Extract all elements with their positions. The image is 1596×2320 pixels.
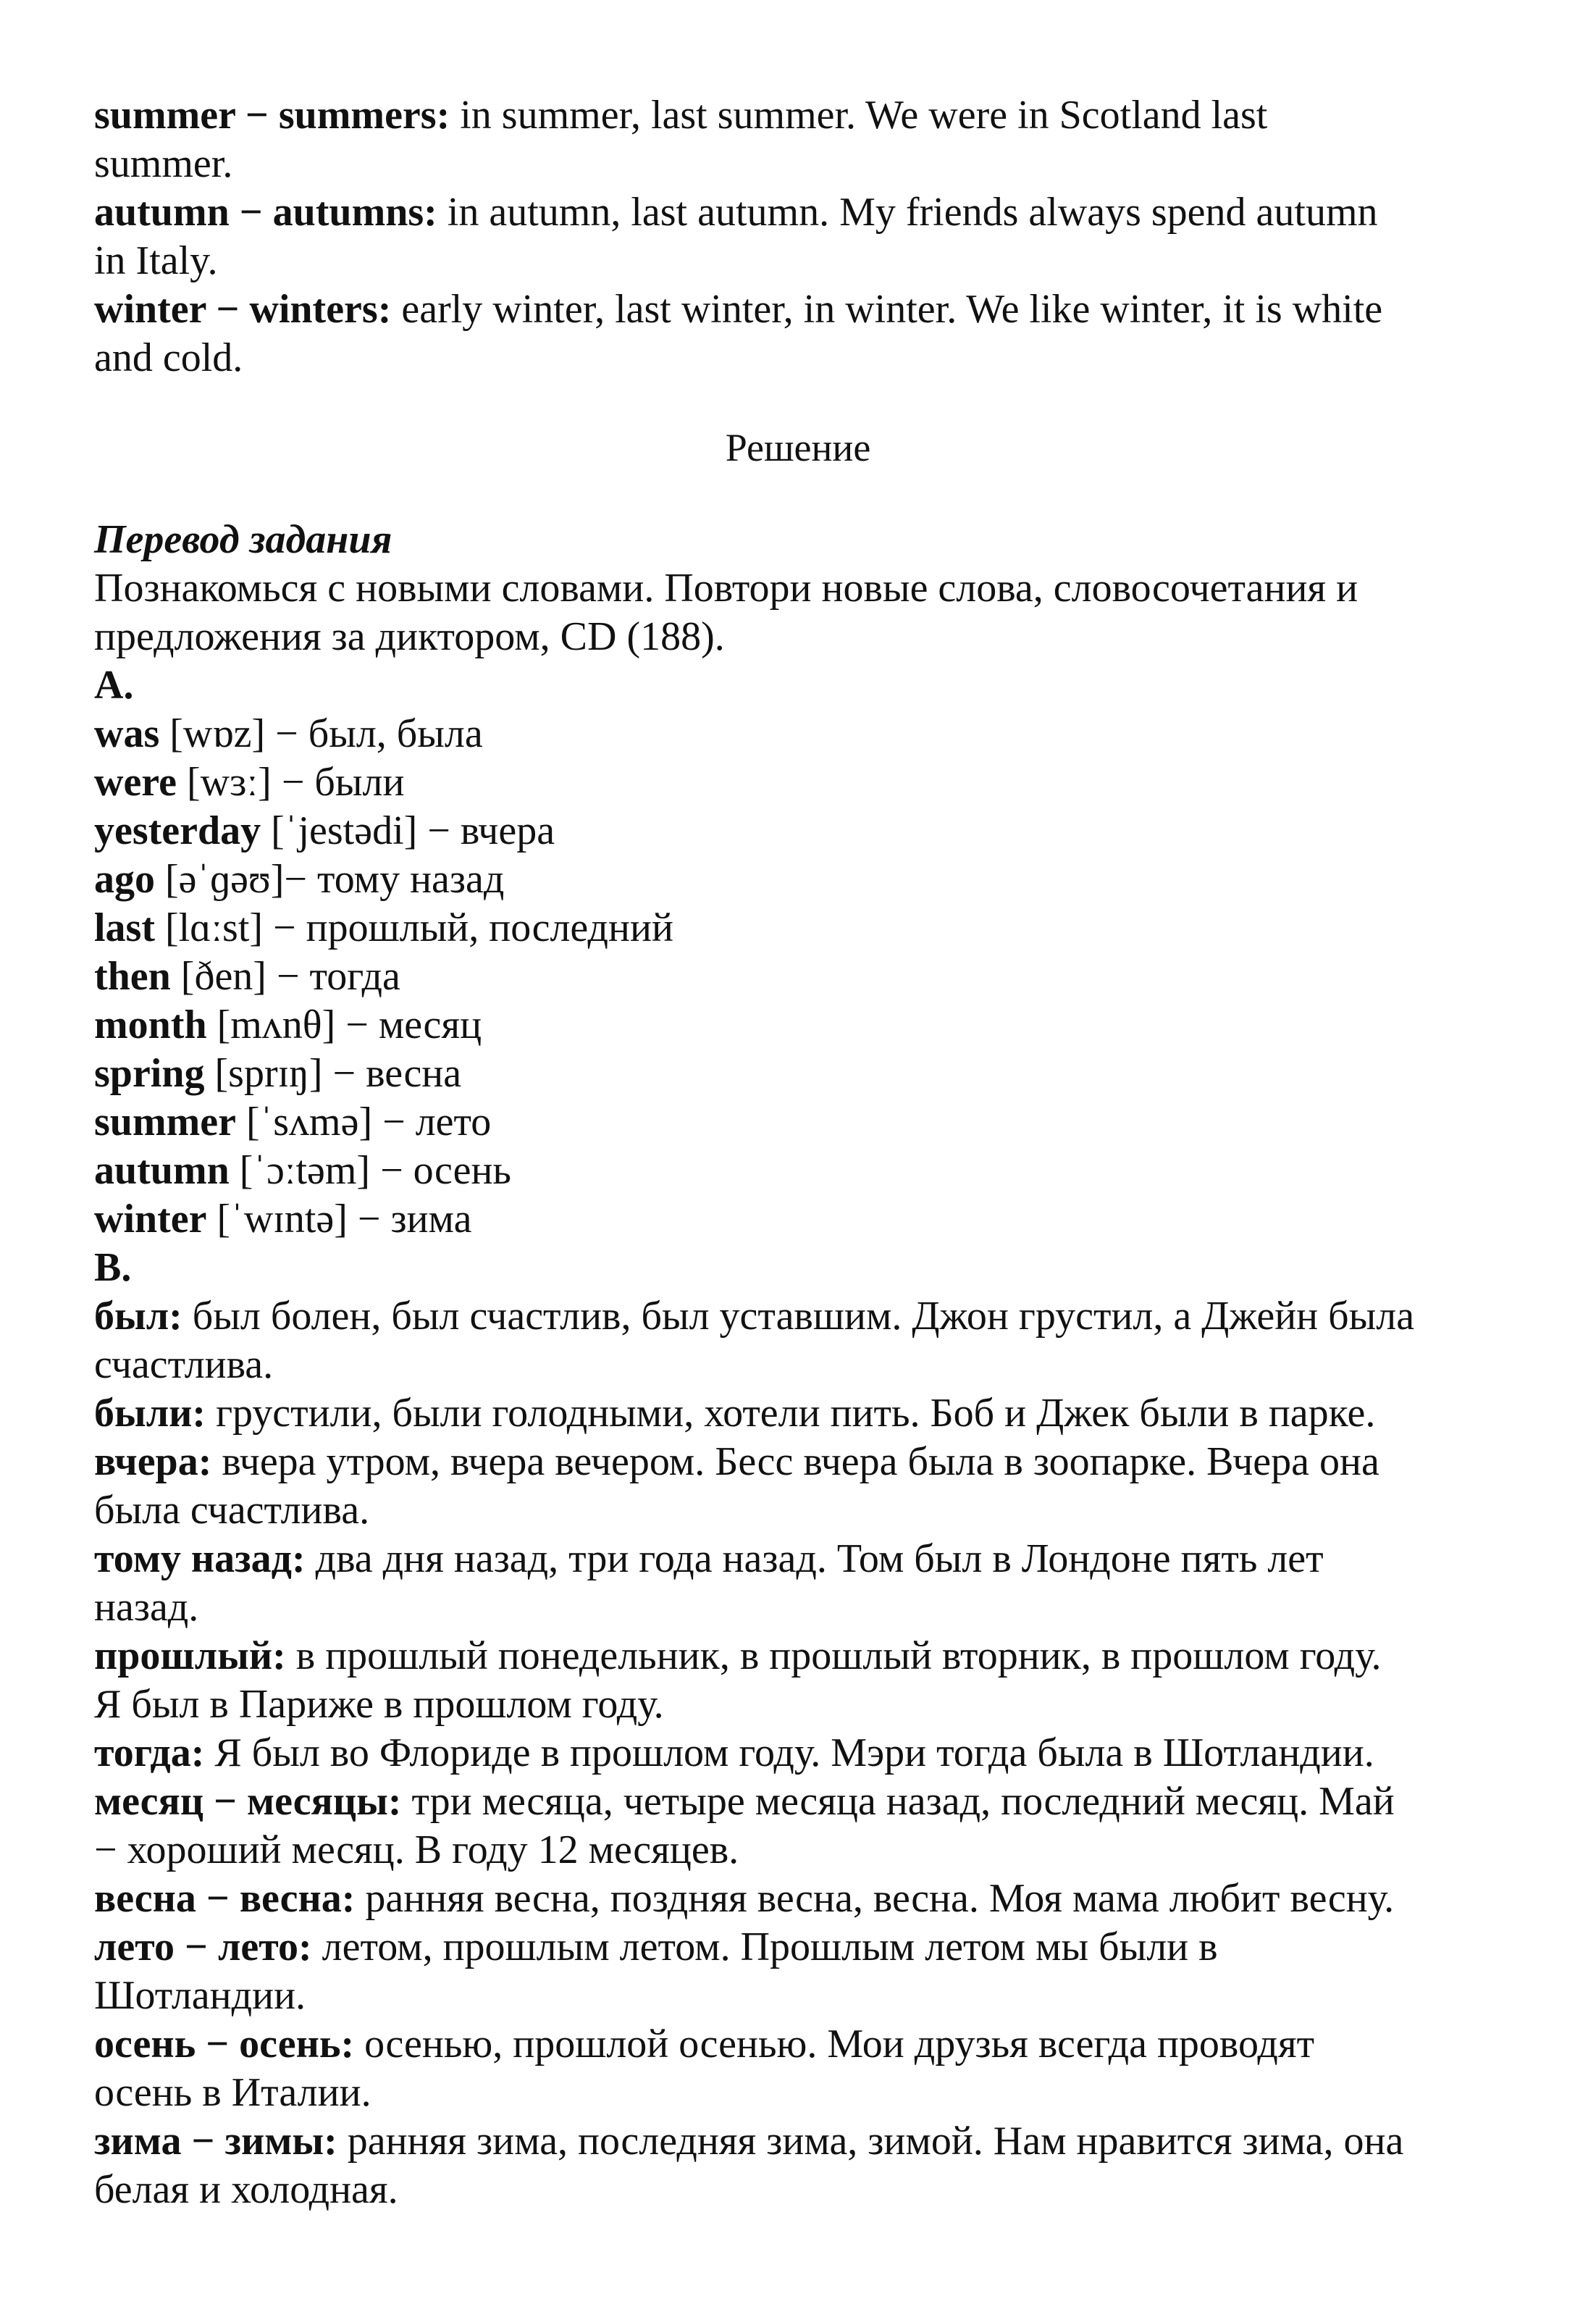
- entry-text: in autumn, last autumn. My friends always spend autumn: [447, 190, 1378, 235]
- phrase-word: был:: [94, 1294, 182, 1339]
- phrase-text: осень в Италии.: [94, 2070, 371, 2115]
- vocab-word: winter: [94, 1197, 207, 1241]
- vocab-word: then: [94, 954, 171, 999]
- phrase-text: назад.: [94, 1585, 199, 1630]
- vocab-item: [94, 855, 504, 904]
- task-translation-line: Познакомься с новыми словами. Повтори новые слова, словосочетания и: [94, 566, 1358, 611]
- entry-winter: [94, 285, 1382, 334]
- phrase-line: [94, 1729, 1374, 1777]
- vocab-transcription: [wɒz] − был, была: [169, 711, 483, 756]
- phrase-line: [94, 1438, 1379, 1486]
- phrase-line: [94, 1777, 1395, 1826]
- vocab-item: [94, 1001, 482, 1050]
- task-translation-heading: Перевод задания: [94, 517, 392, 562]
- section-a-label: A.: [94, 663, 134, 708]
- entry-text: in summer, last summer. We were in Scotland last: [460, 93, 1268, 138]
- phrase-line: [94, 1632, 1382, 1680]
- vocab-word: were: [94, 760, 177, 805]
- vocab-transcription: [ðen] − тогда: [180, 954, 400, 999]
- vocab-transcription: [ˈsʌmə] − лето: [245, 1100, 492, 1144]
- phrase-line: [94, 2166, 398, 2214]
- phrase-text: Шотландии.: [94, 1973, 306, 2018]
- vocab-item: [94, 1098, 491, 1147]
- entry-continuation: summer.: [94, 141, 233, 186]
- phrase-word: тогда:: [94, 1730, 205, 1775]
- entry-word: autumn − autumns:: [94, 190, 437, 235]
- phrase-text: два дня назад, три года назад. Том был в Лондоне пять лет: [315, 1536, 1324, 1581]
- phrase-text: в прошлый понедельник, в прошлый вторник, в прошлом году.: [295, 1633, 1382, 1678]
- phrase-text: − хороший месяц. В году 12 месяцев.: [94, 1827, 739, 1872]
- phrase-word: лето − лето:: [94, 1925, 312, 1969]
- phrase-text: Я был в Париже в прошлом году.: [94, 1682, 664, 1727]
- phrase-line: [94, 1535, 1324, 1583]
- vocab-item: [94, 952, 400, 1001]
- solution-heading: Решение: [725, 426, 871, 469]
- phrase-word: вчера:: [94, 1439, 212, 1484]
- phrase-text: вчера утром, вчера вечером. Бесс вчера была в зоопарке. Вчера она: [222, 1439, 1379, 1484]
- vocab-item: [94, 1195, 471, 1244]
- phrase-text: три месяца, четыре месяца назад, последний месяц. Май: [411, 1779, 1395, 1824]
- vocab-transcription: [sprɪŋ] − весна: [214, 1051, 462, 1096]
- phrase-word: месяц − месяцы:: [94, 1779, 402, 1824]
- phrase-word: осень − осень:: [94, 2022, 355, 2066]
- entry-word: winter − winters:: [94, 287, 392, 332]
- phrase-line: [94, 1923, 1218, 1972]
- phrase-text: ранняя весна, поздняя весна, весна. Моя мама любит весну.: [365, 1876, 1395, 1921]
- phrase-line: [94, 1680, 664, 1729]
- phrase-text: летом, прошлым летом. Прошлым летом мы были в: [322, 1925, 1218, 1969]
- vocab-transcription: [ˈjestədi] − вчера: [271, 808, 555, 853]
- vocab-word: spring: [94, 1051, 205, 1096]
- vocab-transcription: [wɜː] − были: [187, 760, 405, 805]
- phrase-line: [94, 1292, 1414, 1341]
- vocab-item: [94, 1050, 461, 1098]
- phrase-line: [94, 2069, 371, 2117]
- phrase-word: зима − зимы:: [94, 2119, 337, 2164]
- vocab-transcription: [mʌnθ] − месяц: [217, 1002, 482, 1047]
- phrase-line: [94, 1583, 198, 1632]
- phrase-word: тому назад:: [94, 1536, 306, 1581]
- phrase-text: Я был во Флориде в прошлом году. Мэри тогда была в Шотландии.: [214, 1730, 1374, 1775]
- phrase-text: белая и холодная.: [94, 2167, 398, 2212]
- phrase-text: ранняя зима, последняя зима, зимой. Нам нравится зима, она: [347, 2119, 1404, 2164]
- entry-text: early winter, last winter, in winter. We like winter, it is white: [401, 287, 1383, 332]
- phrase-line: [94, 2117, 1403, 2166]
- section-b-label: B.: [94, 1245, 132, 1290]
- phrase-line: [94, 1826, 739, 1875]
- phrase-line: [94, 1875, 1394, 1923]
- vocab-transcription: [ˈwɪntə] − зима: [217, 1197, 472, 1241]
- phrase-word: прошлый:: [94, 1633, 286, 1678]
- vocab-word: ago: [94, 857, 155, 902]
- vocab-word: was: [94, 711, 160, 756]
- entry-continuation: in Italy.: [94, 238, 218, 283]
- vocab-item: [94, 710, 483, 758]
- phrase-line: [94, 1389, 1375, 1438]
- phrase-line: [94, 1486, 369, 1535]
- phrase-text: был болен, был счастлив, был уставшим. Джон грустил, а Джейн была: [192, 1294, 1415, 1339]
- phrase-line: [94, 2020, 1314, 2069]
- phrase-text: была счастлива.: [94, 1488, 370, 1533]
- phrase-text: счастлива.: [94, 1342, 274, 1387]
- entry-summer: [94, 91, 1267, 140]
- phrase-text: грустили, были голодными, хотели пить. Боб и Джек были в парке.: [216, 1391, 1376, 1436]
- entry-continuation: and cold.: [94, 335, 243, 380]
- phrase-line: [94, 1972, 306, 2020]
- vocab-word: yesterday: [94, 808, 261, 853]
- phrase-word: были:: [94, 1391, 206, 1436]
- entry-autumn: [94, 188, 1378, 237]
- vocab-word: summer: [94, 1100, 236, 1144]
- phrase-text: осенью, прошлой осенью. Мои друзья всегда проводят: [364, 2022, 1315, 2066]
- vocab-word: month: [94, 1002, 207, 1047]
- phrase-word: весна − весна:: [94, 1876, 356, 1921]
- vocab-word: autumn: [94, 1148, 230, 1193]
- vocab-transcription: [əˈɡəʊ]− тому назад: [165, 857, 505, 902]
- vocab-item: [94, 904, 673, 952]
- vocab-item: [94, 758, 404, 807]
- vocab-item: [94, 807, 555, 855]
- entry-word: summer − summers:: [94, 93, 450, 138]
- vocab-transcription: [lɑːst] − прошлый, последний: [165, 905, 673, 950]
- vocab-item: [94, 1147, 511, 1195]
- phrase-line: [94, 1341, 273, 1389]
- task-translation-line: предложения за диктором, CD (188).: [94, 614, 725, 659]
- vocab-transcription: [ˈɔːtəm] − осень: [239, 1148, 511, 1193]
- vocab-word: last: [94, 905, 155, 950]
